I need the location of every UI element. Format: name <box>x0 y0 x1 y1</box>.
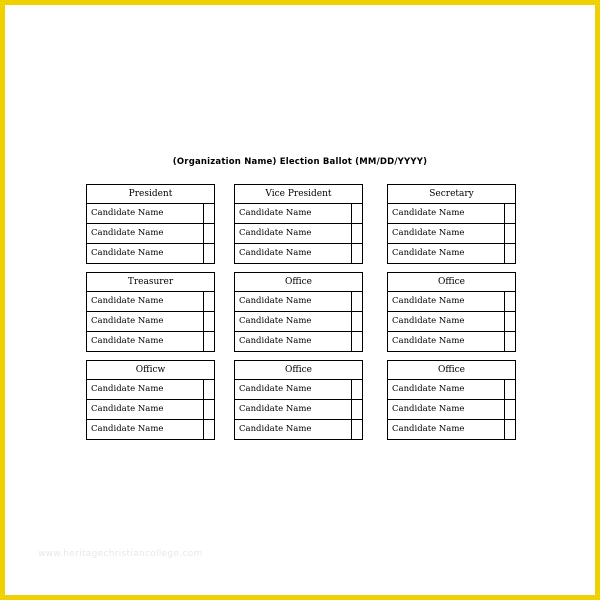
vote-checkbox[interactable] <box>203 244 214 263</box>
candidate-row <box>235 204 362 224</box>
candidate-name: Candidate Name <box>91 336 164 346</box>
office-title: Office <box>388 361 515 380</box>
candidate-name: Candidate Name <box>239 248 312 258</box>
vote-checkbox[interactable] <box>351 292 362 311</box>
vote-checkbox[interactable] <box>504 380 515 399</box>
candidate-row <box>235 244 362 263</box>
candidate-name: Candidate Name <box>91 404 164 414</box>
candidate-row <box>388 224 515 244</box>
office-title: President <box>87 185 214 204</box>
watermark: www.heritagechristiancollege.com <box>38 549 203 559</box>
office-box-vice-president <box>234 184 363 264</box>
candidate-row <box>388 312 515 332</box>
vote-checkbox[interactable] <box>203 204 214 223</box>
office-box-office <box>387 360 516 440</box>
office-title: Officw <box>87 361 214 380</box>
vote-checkbox[interactable] <box>351 420 362 439</box>
candidate-row <box>87 380 214 400</box>
candidate-name: Candidate Name <box>239 404 312 414</box>
office-box-officw <box>86 360 215 440</box>
vote-checkbox[interactable] <box>203 292 214 311</box>
office-box-office <box>234 360 363 440</box>
vote-checkbox[interactable] <box>351 400 362 419</box>
candidate-row <box>87 420 214 439</box>
candidate-row <box>235 292 362 312</box>
vote-checkbox[interactable] <box>504 420 515 439</box>
candidate-row <box>388 332 515 351</box>
vote-checkbox[interactable] <box>351 224 362 243</box>
vote-checkbox[interactable] <box>351 204 362 223</box>
candidate-name: Candidate Name <box>239 424 312 434</box>
vote-checkbox[interactable] <box>504 292 515 311</box>
candidate-row <box>87 292 214 312</box>
vote-checkbox[interactable] <box>203 224 214 243</box>
candidate-row <box>388 292 515 312</box>
candidate-row <box>235 380 362 400</box>
office-title: Office <box>235 361 362 380</box>
candidate-row <box>87 204 214 224</box>
candidate-row <box>235 224 362 244</box>
candidate-name: Candidate Name <box>239 208 312 218</box>
candidate-row <box>388 204 515 224</box>
vote-checkbox[interactable] <box>504 244 515 263</box>
office-box-office <box>387 272 516 352</box>
candidate-name: Candidate Name <box>392 208 465 218</box>
candidate-name: Candidate Name <box>91 228 164 238</box>
candidate-row <box>235 312 362 332</box>
candidate-name: Candidate Name <box>239 228 312 238</box>
candidate-name: Candidate Name <box>91 424 164 434</box>
candidate-name: Candidate Name <box>392 336 465 346</box>
vote-checkbox[interactable] <box>203 380 214 399</box>
office-title: Office <box>388 273 515 292</box>
candidate-name: Candidate Name <box>239 296 312 306</box>
candidate-name: Candidate Name <box>392 424 465 434</box>
office-box-secretary <box>387 184 516 264</box>
office-title: Office <box>235 273 362 292</box>
office-box-office <box>234 272 363 352</box>
candidate-name: Candidate Name <box>91 316 164 326</box>
vote-checkbox[interactable] <box>203 420 214 439</box>
vote-checkbox[interactable] <box>203 400 214 419</box>
candidate-name: Candidate Name <box>91 248 164 258</box>
office-box-president <box>86 184 215 264</box>
candidate-row <box>87 312 214 332</box>
candidate-name: Candidate Name <box>392 404 465 414</box>
office-title: Secretary <box>388 185 515 204</box>
vote-checkbox[interactable] <box>203 332 214 351</box>
office-box-treasurer <box>86 272 215 352</box>
vote-checkbox[interactable] <box>504 400 515 419</box>
candidate-row <box>87 400 214 420</box>
candidate-row <box>388 400 515 420</box>
vote-checkbox[interactable] <box>351 332 362 351</box>
candidate-name: Candidate Name <box>392 296 465 306</box>
office-title: Vice President <box>235 185 362 204</box>
candidate-name: Candidate Name <box>91 208 164 218</box>
candidate-row <box>388 380 515 400</box>
candidate-name: Candidate Name <box>239 336 312 346</box>
vote-checkbox[interactable] <box>504 204 515 223</box>
candidate-name: Candidate Name <box>91 296 164 306</box>
office-title: Treasurer <box>87 273 214 292</box>
candidate-row <box>388 244 515 263</box>
vote-checkbox[interactable] <box>504 332 515 351</box>
candidate-row <box>388 420 515 439</box>
candidate-row <box>235 420 362 439</box>
candidate-name: Candidate Name <box>392 248 465 258</box>
vote-checkbox[interactable] <box>351 380 362 399</box>
vote-checkbox[interactable] <box>504 224 515 243</box>
candidate-row <box>235 332 362 351</box>
candidate-row <box>87 224 214 244</box>
candidate-name: Candidate Name <box>239 384 312 394</box>
candidate-name: Candidate Name <box>239 316 312 326</box>
candidate-row <box>235 400 362 420</box>
candidate-name: Candidate Name <box>91 384 164 394</box>
vote-checkbox[interactable] <box>504 312 515 331</box>
vote-checkbox[interactable] <box>351 244 362 263</box>
candidate-row <box>87 332 214 351</box>
candidate-row <box>87 244 214 263</box>
candidate-name: Candidate Name <box>392 316 465 326</box>
vote-checkbox[interactable] <box>203 312 214 331</box>
ballot-title: (Organization Name) Election Ballot (MM/DD/YYYY) <box>172 157 428 167</box>
vote-checkbox[interactable] <box>351 312 362 331</box>
candidate-name: Candidate Name <box>392 228 465 238</box>
candidate-name: Candidate Name <box>392 384 465 394</box>
